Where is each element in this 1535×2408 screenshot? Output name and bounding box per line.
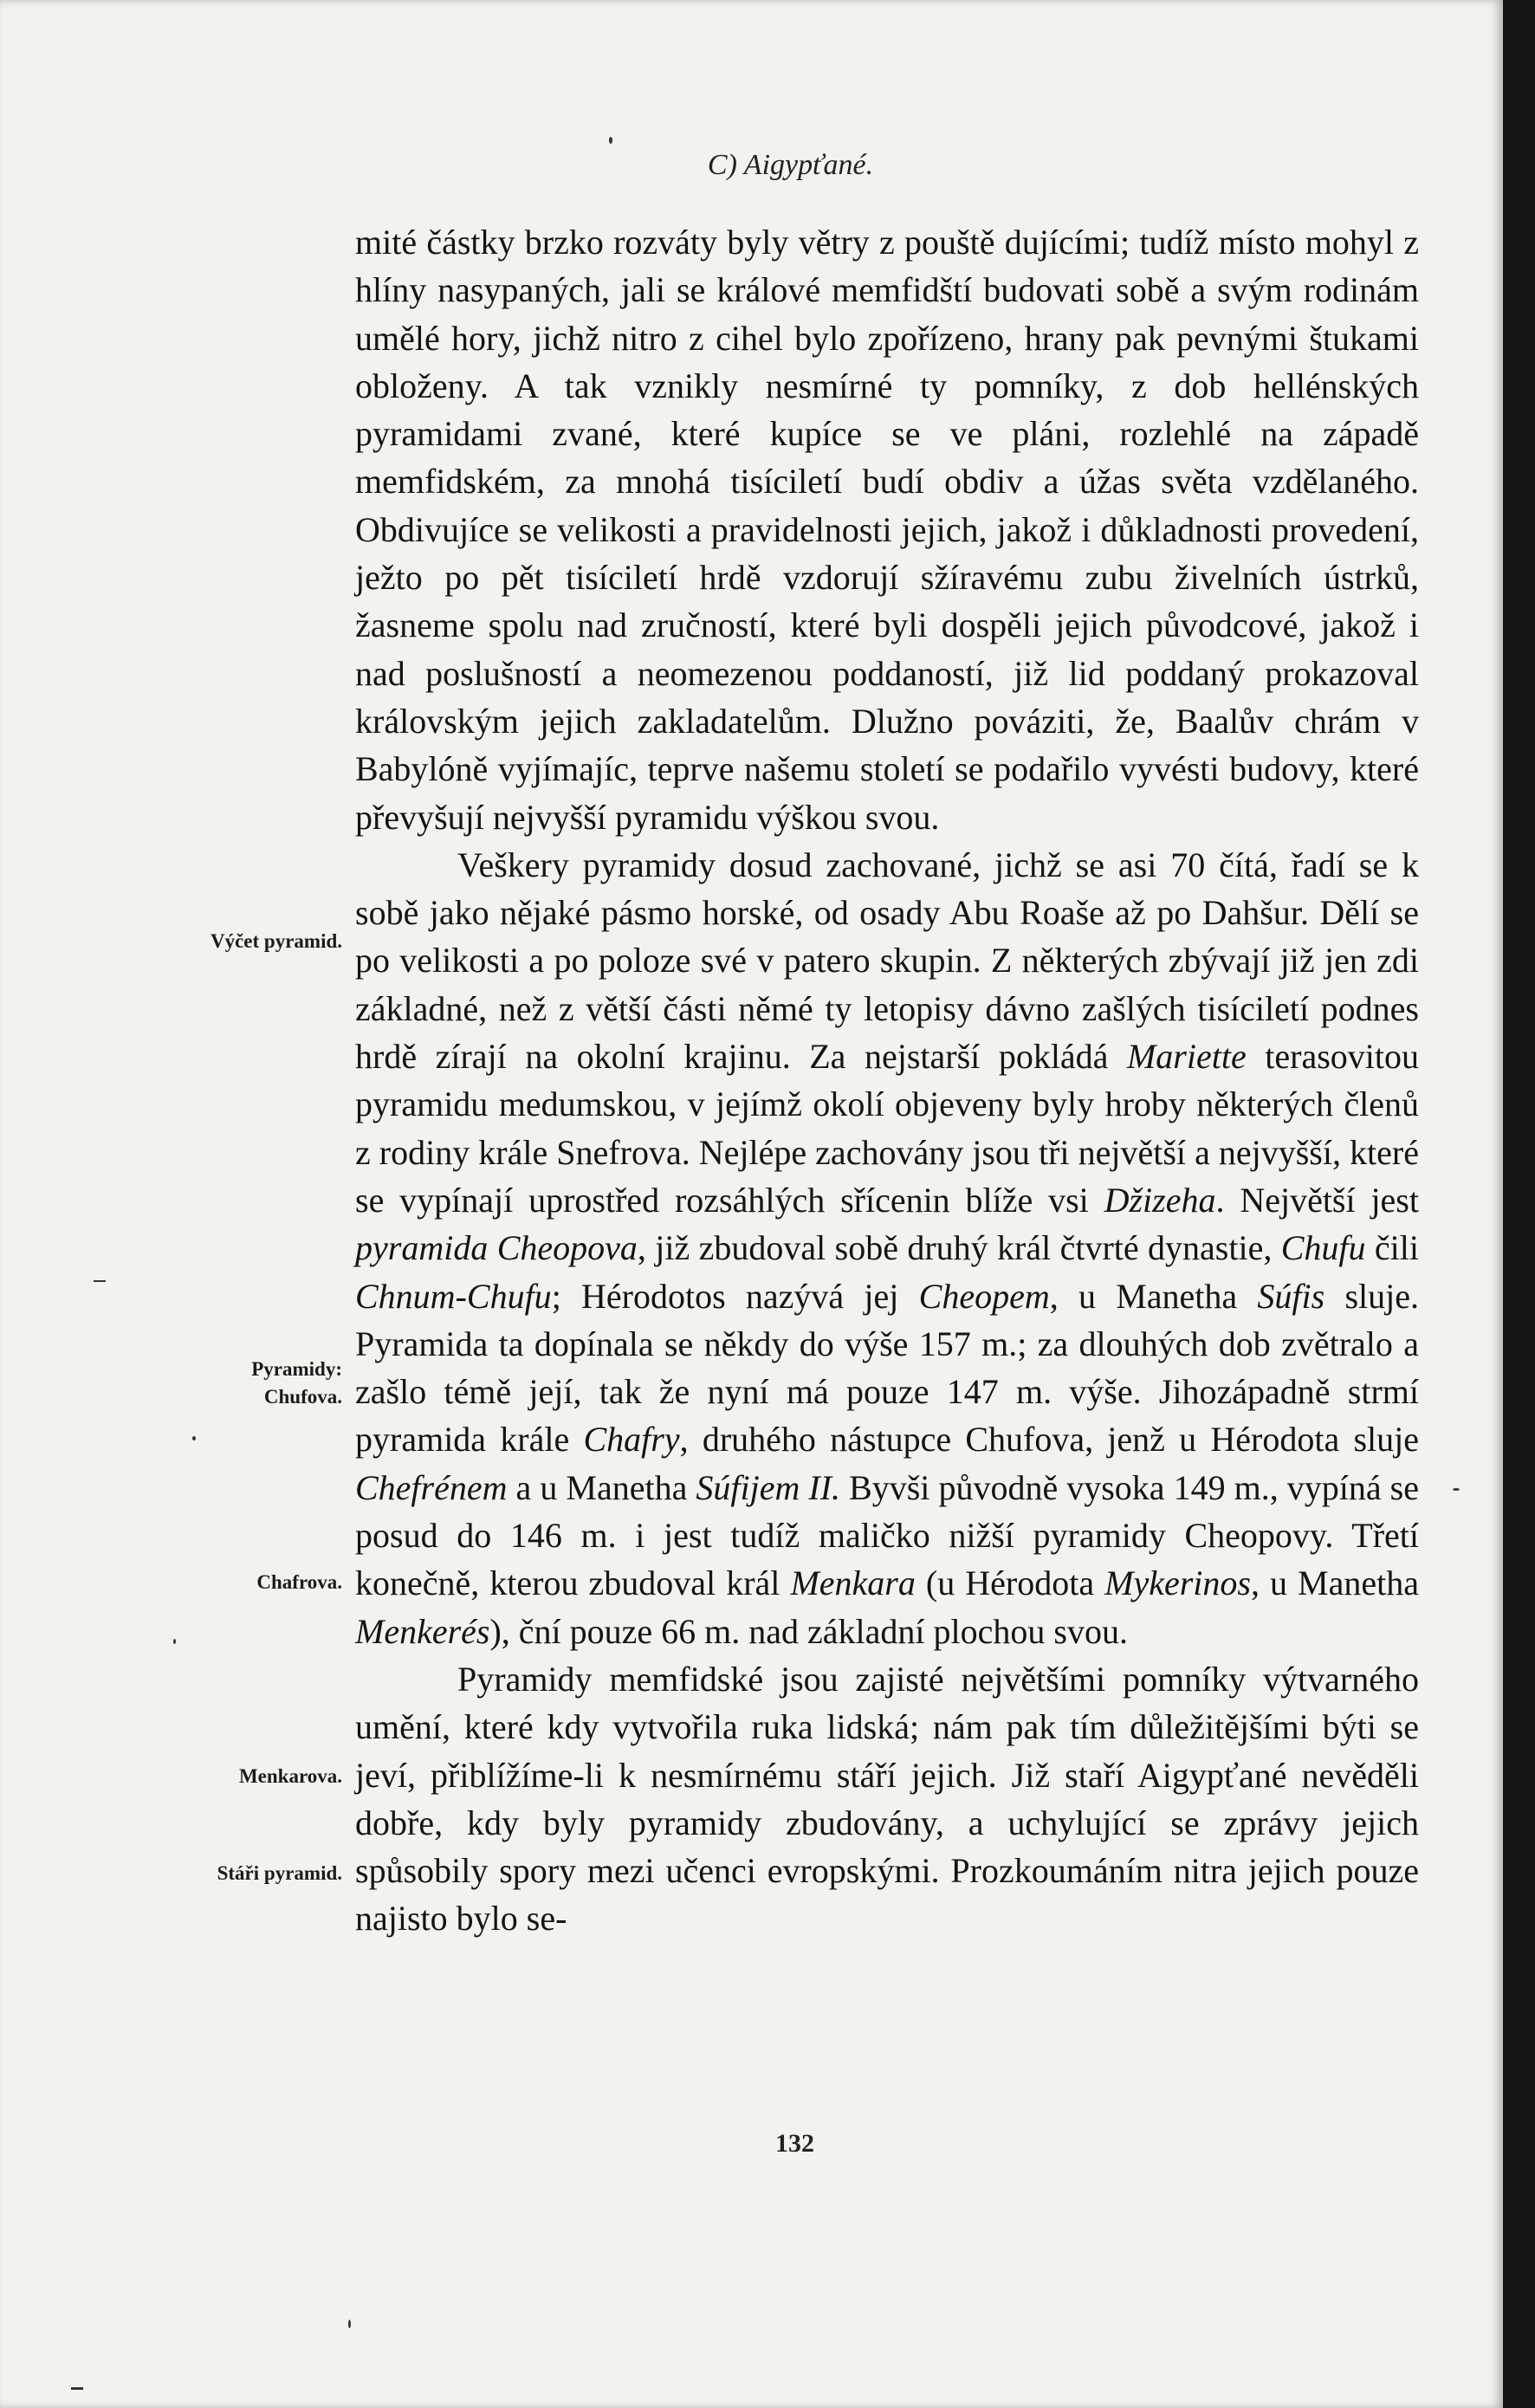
paragraph-2: Veškery pyramidy dosud zachované, jichž se asi 70 čítá, řadí se k sobě jako nějaké pásmo horské, od osady Abu Roaše až po Dahšur. Dělí se po velikosti a po poloze své v patero skupin. Z některých zbývají již jen zdi základné, než z větší části němé ty letopisy dávno zašlých tisíciletí podnes hrdě zírají na okolní krajinu. Za nejstarší pokládá Mariette terasovitou pyramidu medumskou, v jejímž okolí objeveny byly hroby některých členů z rodiny krále Snefrova. Nejlépe zachovány jsou tři největší a nejvyšší, které se vypínají uprostřed rozsáhlých sřícenin blíže vsi Džizeha. Největší jest pyramida Cheopova, již zbudoval sobě druhý král čtvrté dynastie, Chufu čili Chnum-Chufu; Hérodotos nazývá jej Cheopem, u Manetha Súfis sluje. Pyramida ta dopínala se někdy do výše 157 m.; za dlouhých dob zvětralo a zašlo témě její, tak že nyní má pouze 147 m. výše. Jihozápadně strmí pyramida krále Chafry, druhého nástupce Chufova, jenž u Hérodota sluje Chefrénem a u Manetha Súfijem II. Byvši původně vysoka 149 m., vypíná se posud do 146 m. i jest tudíž maličko nižší pyramidy Cheopovy. Třetí konečně, kterou zbudoval král Menkara (u Hérodota Mykerinos, u Manetha Menkerés), ční pouze 66 m. nad základní plochou svou. xyxy=(355,845,1419,1651)
scan-speck xyxy=(192,1436,196,1440)
scan-speck xyxy=(1453,1488,1460,1491)
scan-speck xyxy=(348,2320,351,2328)
scan-speck xyxy=(94,1280,106,1282)
scan-speck xyxy=(173,1639,176,1644)
margin-note-chufova: Chufova. xyxy=(263,1386,342,1408)
scan-speck xyxy=(609,137,612,144)
scan-speck xyxy=(71,2387,83,2390)
paragraph-3: Pyramidy memfidské jsou zajisté největšími pomníky výtvarného umění, které kdy vytvořila ruka lidská; nám pak tím důležitějšími býti se jeví, přiblížíme-li k nesmírnému stáří jejich. Již staří Aigypťané nevěděli dobře, kdy byly pyramidy zbudovány, a uchylující se zprávy jejich spůsobily spory mezi učenci evropskými. Prozkoumáním nitra jejich pouze najisto bylo se- xyxy=(355,1659,1419,1939)
margin-note-chafrova: Chafrova. xyxy=(256,1571,342,1593)
running-head: C) Aigypťané. xyxy=(707,149,874,181)
page-number: 132 xyxy=(775,2129,814,2158)
margin-note-vycet: Výčet pyramid. xyxy=(210,930,342,952)
body-text xyxy=(355,218,1419,1943)
paragraph-1: mité částky brzko rozváty byly větry z pouště dujícími; tudíž místo mohyl z hlíny nasypaných, jali se králové memfidští budovati sobě a svým rodinám umělé hory, jichž nitro z cihel bylo zpořízeno, hrany pak pevnými štukami obloženy. A tak vznikly nesmírné ty pomníky, z dob hellénských pyramidami zvané, které kupíce se ve pláni, rozlehlé na západě memfidském, za mnohá tisíciletí budí obdiv a úžas světa vzdělaného. Obdivujíce se velikosti a pravidelnosti jejich, jakož i důkladnosti provedení, ježto po pět tisíciletí hrdě vzdorují sžíravému zubu živelních ústrků, žasneme spolu nad zručností, které byli dospěli jejich původcové, jakož i nad poslušností a neomezenou poddaností, již lid poddaný prokazoval královským jejich zakladatelům. Dlužno pováziti, že, Baalův chrám v Babylóně vyjímajíc, teprve našemu století se podařilo vyvésti budovy, které převyšují nejvyšší pyramidu výškou svou. xyxy=(355,223,1419,837)
margin-note-menkarova: Menkarova. xyxy=(238,1765,342,1787)
margin-note-pyramidy: Pyramidy: xyxy=(251,1358,342,1380)
margin-note-stari: Stáři pyramid. xyxy=(217,1862,342,1884)
